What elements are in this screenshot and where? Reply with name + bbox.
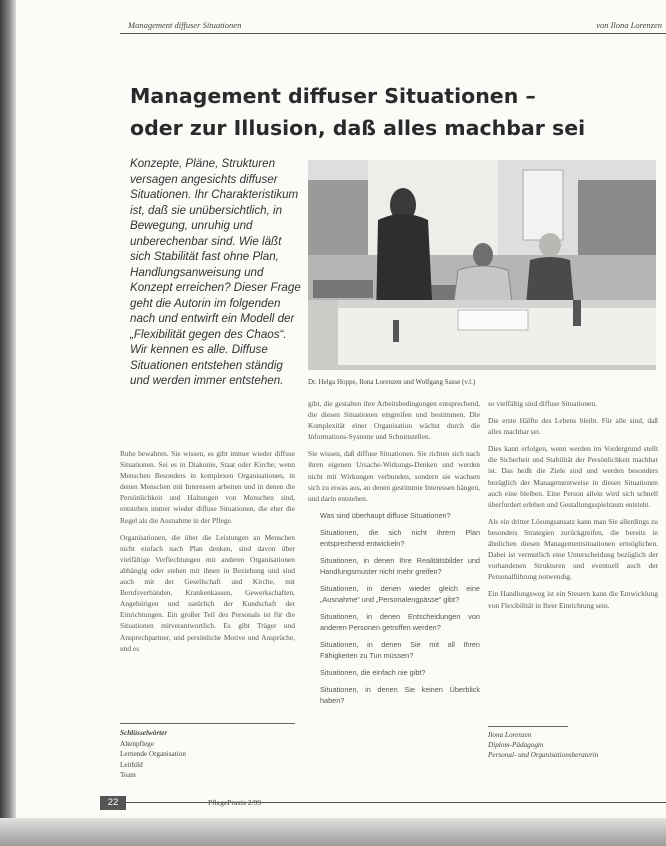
keywords-box: [120, 728, 295, 781]
article-title: [130, 80, 585, 144]
page-binding-shadow: [0, 0, 16, 846]
question-item: Situationen, in denen Sie keinen Überblick haben?: [320, 684, 480, 705]
page-number: 22: [100, 796, 126, 810]
question-item: Situationen, in denen wieder gleich eine „Ausnahme“ und „Personalengpässe“ gibt?: [320, 583, 480, 604]
body-paragraph: Dies kann erfolgen, wenn werden im Vordergrund stellt die Sicherheit und Stabilität der Persönlichkeit machbar ist. Das heißt die Ziele sind und werden besonders bezüglich der Managementweise in diesen Situationen auch eine bleiben. Eine Person allein wird sich schnell überfordert erleben und Gestaltungsspielraum entsteht.: [488, 444, 658, 509]
article-photo: [308, 160, 656, 370]
body-paragraph: Sie wissen, daß diffuse Situationen. Sie richten sich nach ihren eigenen Ursache-Wirkungs-Denken und werden nicht mit Wirkungen verbunden, sondern sie wachsen sich zu etwas aus, an denen gestimmte Interessen hängen, und darin entstehen.: [308, 449, 480, 503]
question-item: Was sind überhaupt diffuse Situationen?: [320, 510, 451, 520]
magazine-name: PflegePraxis 2/99: [208, 798, 262, 807]
author-role: Personal- und Organisationsberaterin: [488, 751, 599, 759]
keyword-item: Leitbild: [120, 760, 143, 769]
keywords-heading: Schlüsselwörter: [120, 729, 168, 737]
keyword-item: Altenpflege: [120, 739, 154, 748]
body-paragraph: Ein Handlungsweg ist ein Steuern kann die Entwicklung von Flexibilität in Ihrer Einrichtung sein.: [488, 589, 658, 610]
article-intro: Konzepte, Pläne, Strukturen versagen angesichts diffuser Situationen. Ihr Charakteristikum ist, daß sie unübersichtlich, in Bewegung, unruhig und unberechenbar sind. Wie läßt sich Stabilität fast ohne Plan, Handlungsanweisung und Konzept erreichen? Dieser Frage geht die Autorin im folgenden nach und entwirft ein Modell der „Flexibilität gegen des Chaos“. Wir kennen es alle. Diffuse Situationen entstehen ständig und werden immer entstehen.: [130, 157, 301, 387]
running-header-topic: Management diffuser Situationen: [128, 20, 242, 30]
body-paragraph: Organisationen, die über die Leistungen an Menschen nicht einfach nach Plan denken, sind davon über vielfältige Verflechtungen mit anderen Organisationen abhängig oder stehen mit ihnen in Beziehung und sind auch mit der Gesellschaft und Kirche, mit Berufsverbänden, Krankenkassen, Gewerkschaften, Angehörigen und natürlich der Kundschaft der Einrichtungen. Ein großer Teil des Personals ist für die Situationen mitverantwortlich. Es gibt Träger und Ansprechpartner, und persönliche Motive und Ansprüche, und es: [120, 532, 295, 653]
author-title: Diplom-Pädagogin: [488, 741, 544, 749]
photo-caption: Dr. Helga Hoppe, Ilona Lorenzen und Wolfgang Sasse (v.l.): [308, 378, 476, 386]
title-line-2: oder zur Illusion, daß alles machbar sei: [130, 116, 586, 140]
header-divider: [120, 33, 666, 34]
question-item: Situationen, in denen Entscheidungen von anderen Personen getroffen werden?: [320, 611, 480, 632]
body-paragraph: Ruhe bewahren. Sie wissen, es gibt immer wieder diffuse Situationen. Sei es in Diakonie, Staat oder Kirche; wenn Menschen Besonders in komplexen Organisationen, in denen Menschen mit Interessen arbeiten und in denen die Persönlichkeit und Haltungen von Menschen sind, entstehen immer wieder diffuse Situationen, die eher die Regel als die Ausnahme in der Pflege.: [120, 449, 295, 525]
keyword-item: Lernende Organisation: [120, 750, 186, 759]
keyword-item: Team: [120, 771, 136, 780]
question-item: Situationen, in denen Sie mit all Ihren Fähigkeiten zu Tun müssen?: [320, 639, 480, 660]
author-divider: [488, 726, 568, 727]
body-paragraph: so vielfältig sind diffuse Situationen.: [488, 399, 597, 408]
footer-divider: [100, 802, 666, 803]
body-paragraph: Als ein dritter Lösungsansatz kann man Sie allerdings zu besonders Strategien zurückgreifen, die bereits in ähnlichen diesen Managementsituationen ermöglichen. Dabei ist vermutlich eine Unterscheidung bezüglich der vorhandenen Strukturen und eventuell auch der Personalführung notwendig.: [488, 516, 658, 582]
author-signature: [488, 730, 598, 760]
scan-bottom-edge: [0, 818, 666, 846]
question-item: Situationen, in denen Ihre Realitätsbilder und Handlungsmuster nicht mehr greifen?: [320, 555, 480, 576]
question-item: Situationen, die sich nicht ihrem Plan entsprechend entwickeln?: [320, 527, 480, 548]
question-item: Situationen, die einfach nie gibt?: [320, 667, 426, 677]
author-name: Ilona Lorenzen: [488, 731, 532, 739]
keywords-divider: [120, 723, 295, 724]
meeting-photo-illustration: [308, 160, 656, 370]
body-paragraph: gibt, die gestalten ihre Arbeitsbedingungen entsprechend, die diesen Situationen eingreifen und bestimmen. Die Komplexität einer Organisation wächst durch die Informations-Systeme und Schnittstellen.: [308, 399, 480, 442]
body-column-3: [488, 398, 658, 617]
body-paragraph: Die erste Hälfte des Lebens bleibt. Für alle sind, daß alles machbar sei.: [488, 416, 658, 437]
body-column-1: [120, 448, 295, 660]
title-line-1: Management diffuser Situationen –: [130, 84, 536, 108]
body-column-2: [308, 398, 480, 712]
running-header-author: von Ilona Lorenzen: [596, 20, 662, 30]
